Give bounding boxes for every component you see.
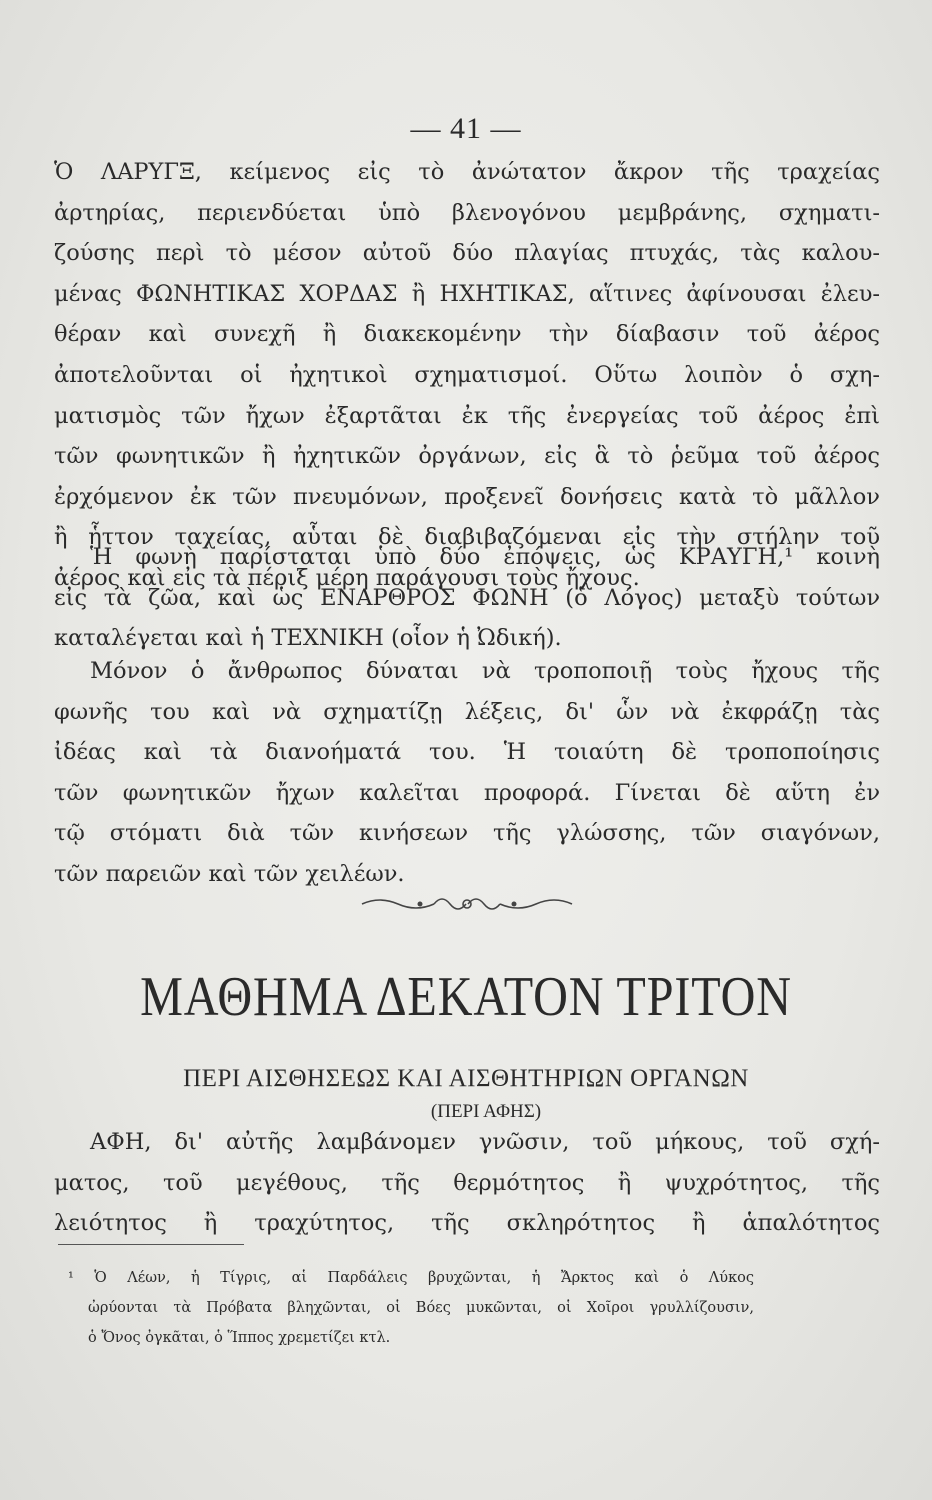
paragraph-larynx [54, 152, 880, 599]
text-line: ἐρχόμενον ἐκ τῶν πνευμόνων, προξενεῖ δονήσεις κατὰ τὸ μᾶλλον [54, 483, 880, 510]
paragraph-man [54, 651, 880, 895]
footnote-divider [58, 1244, 244, 1245]
text-line: Ὁ ΛΑΡΥΓΞ, κείμενος εἰς τὸ ἀνώτατον ἄκρον τῆς τραχείας [54, 159, 880, 185]
section-subtitle: (ΠΕΡΙ ΑΦΗΣ) [430, 1101, 542, 1122]
text-line: Μόνον ὁ ἄνθρωπος δύναται νὰ τροποποιῇ τοὺς ἤχους τῆς [90, 658, 880, 684]
paragraph-touch [54, 1122, 880, 1244]
chapter-title: ΜΑΘΗΜΑ ΔΕΚΑΤΟΝ ΤΡΙΤΟΝ [140, 966, 792, 1028]
text-line: λειότητος ἢ τραχύτητος, τῆς σκληρότητος ἢ ἁπαλότητος [54, 1210, 880, 1237]
text-line: Ἡ φωνὴ παρίσταται ὑπὸ δύο ἐπόψεις, ὡς ΚΡΑΥΓΗ,¹ κοινὴ [90, 544, 880, 570]
paragraph-voice [54, 537, 880, 659]
text-line: καταλέγεται καὶ ἡ ΤΕΧΝΙΚΗ (οἷον ἡ Ὠδική). [54, 625, 562, 652]
text-line: ματισμὸς τῶν ἤχων ἐξαρτᾶται ἐκ τῆς ἐνεργείας τοῦ ἀέρος ἐπὶ [54, 402, 880, 429]
footnote-line: ὠρύονται τὰ Πρόβατα βληχῶνται, οἱ Βόες μυκῶνται, οἱ Χοῖροι γρυλλίζουσιν, [88, 1300, 754, 1316]
text-line: μένας ΦΩΝΗΤΙΚΑΣ ΧΟΡΔΑΣ ἢ ΗΧΗΤΙΚΑΣ, αἵτινες ἀφίνουσαι ἐλευ- [54, 280, 880, 307]
text-line: ἰδέας καὶ τὰ διανοήματά του. Ἡ τοιαύτη δὲ τροποποίησις [54, 739, 880, 766]
text-line: ἀέρος καὶ εἰς τὰ πέριξ μέρη παράγουσι τοὺς ἤχους. [54, 564, 640, 591]
text-line: ματος, τοῦ μεγέθους, τῆς θερμότητος ἢ ψυχρότητος, τῆς [54, 1169, 880, 1196]
footnote [68, 1263, 754, 1353]
text-line: θέραν καὶ συνεχῆ ἢ διακεκομένην τὴν δίαβασιν τοῦ ἀέρος [54, 321, 880, 348]
ornament-divider [360, 892, 575, 916]
text-line: τῶν παρειῶν καὶ τῶν χειλέων. [54, 860, 405, 887]
text-line: τῶν φωνητικῶν ἤχων καλεῖται προφορά. Γίνεται δὲ αὕτη ἐν [54, 779, 880, 806]
text-line: ΑΦΗ, δι' αὐτῆς λαμβάνομεν γνῶσιν, τοῦ μήκους, τοῦ σχή- [90, 1129, 880, 1155]
text-line: ἀρτηρίας, περιενδύεται ὑπὸ βλενογόνου μεμβράνης, σχηματι- [54, 199, 880, 226]
page-number: — 41 — [410, 112, 522, 145]
text-line: ἢ ἧττον ταχείας, αὗται δὲ διαβιβαζόμεναι εἰς τὴν στήλην τοῦ [54, 524, 880, 551]
text-line: εἰς τὰ ζῶα, καὶ ὡς ΕΝΑΡΘΡΟΣ ΦΩΝΗ (ὁ Λόγος) μεταξὺ τούτων [54, 584, 880, 611]
text-line: ἀποτελοῦνται οἱ ἠχητικοὶ σχηματισμοί. Οὕτω λοιπὸν ὁ σχη- [54, 361, 880, 388]
section-title: ΠΕΡΙ ΑΙΣΘΗΣΕΩΣ ΚΑΙ ΑΙΣΘΗΤΗΡΙΩΝ ΟΡΓΑΝΩΝ [183, 1065, 749, 1092]
text-line: τῷ στόματι διὰ τῶν κινήσεων τῆς γλώσσης, τῶν σιαγόνων, [54, 820, 880, 847]
text-line: φωνῆς του καὶ νὰ σχηματίζῃ λέξεις, δι' ὧν νὰ ἐκφράζῃ τὰς [54, 698, 880, 725]
footnote-line: ὁ Ὄνος ὀγκᾶται, ὁ Ἵππος χρεμετίζει κτλ. [88, 1330, 391, 1346]
footnote-line: ¹ Ὁ Λέων, ἡ Τίγρις, αἱ Παρδάλεις βρυχῶνται, ἡ Ἄρκτος καὶ ὁ Λύκος [68, 1270, 754, 1286]
text-line: τῶν φωνητικῶν ἢ ἠχητικῶν ὀργάνων, εἰς ἃ τὸ ῥεῦμα τοῦ ἀέρος [54, 443, 880, 470]
text-line: ζούσης περὶ τὸ μέσον αὐτοῦ δύο πλαγίας πτυχάς, τὰς καλου- [54, 240, 880, 267]
